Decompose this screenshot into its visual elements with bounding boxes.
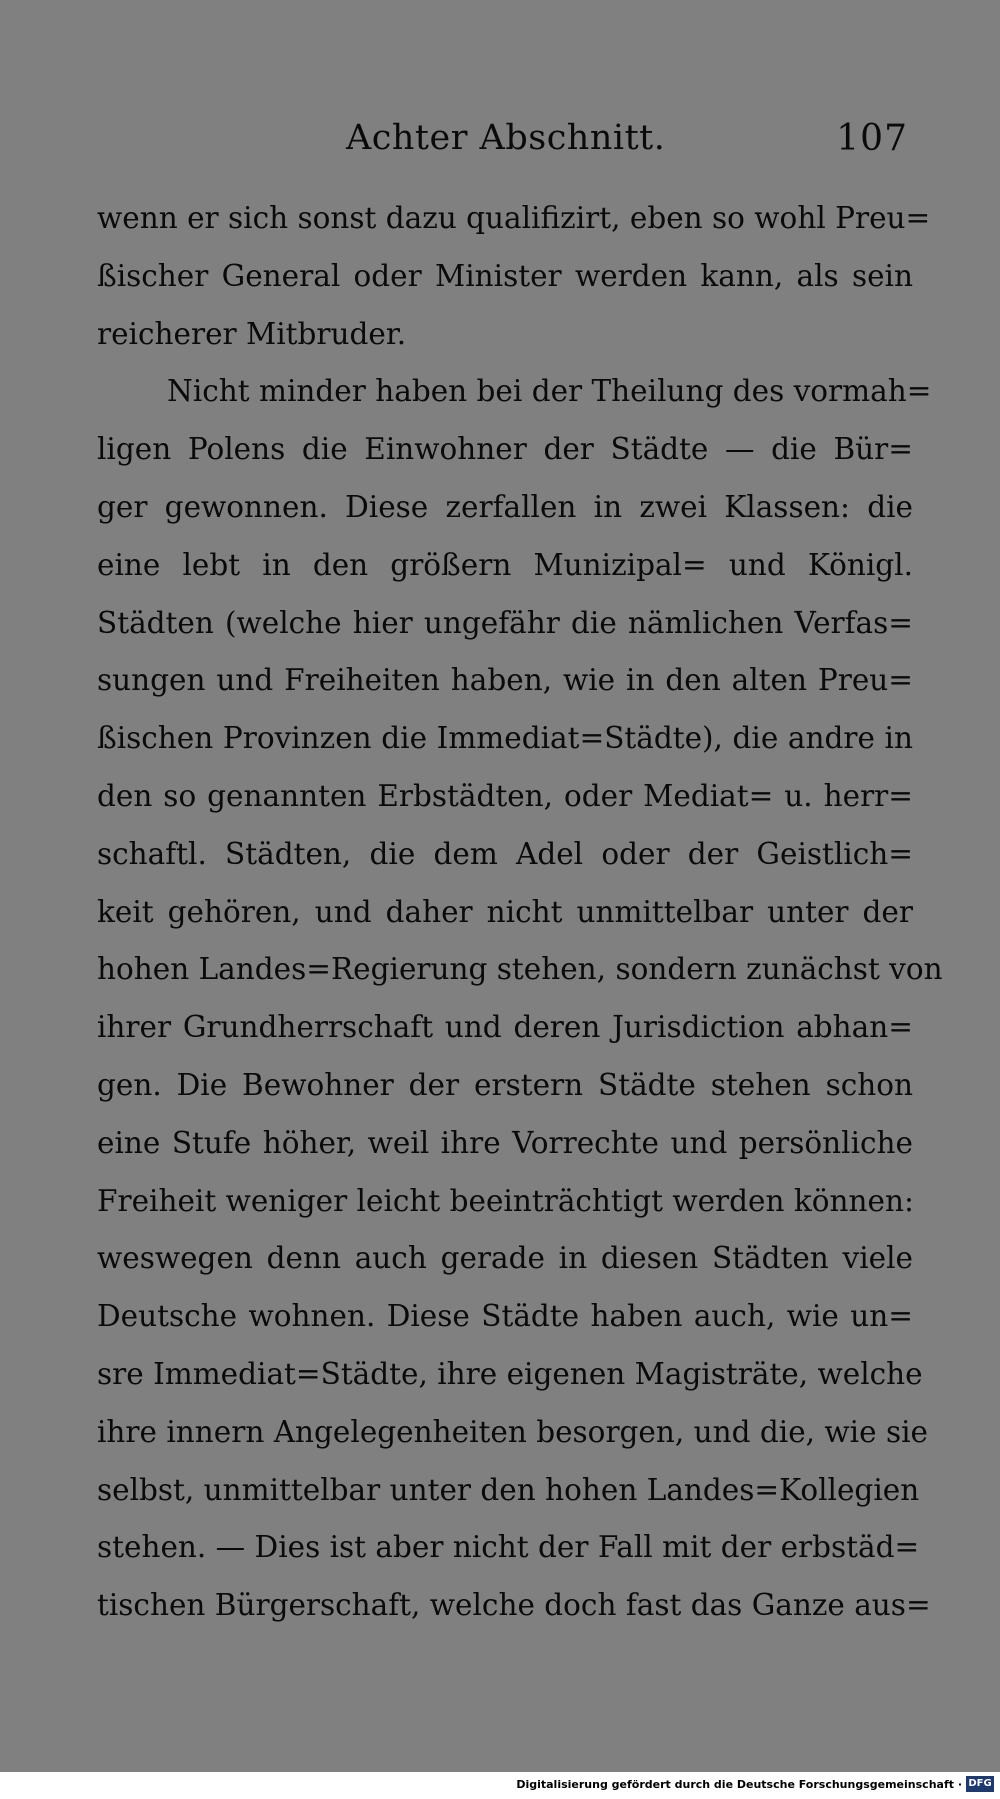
text-line: wenn er sich sonst dazu qualifizirt, eben so wohl Preu= bbox=[97, 201, 931, 235]
chapter-title: Achter Abschnitt. bbox=[346, 118, 666, 158]
text-line: ßischen Provinzen die Immediat=Städte), die andre in bbox=[97, 721, 913, 756]
text-line: weswegen denn auch gerade in diesen Städten viele bbox=[97, 1241, 913, 1276]
text-line: Freiheit weniger leicht beeinträchtigt werden können: bbox=[97, 1183, 914, 1218]
text-line: eine lebt in den größern Munizipal= und Königl. bbox=[97, 547, 913, 582]
text-line: schaftl. Städten, die dem Adel oder der Geistlich= bbox=[97, 836, 913, 871]
page-number: 107 bbox=[836, 118, 908, 159]
text-line: ihrer Grundherrschaft und deren Jurisdiction abhan= bbox=[97, 1010, 913, 1045]
text-line: Deutsche wohnen. Diese Städte haben auch, wie un= bbox=[97, 1299, 913, 1334]
text-line: keit gehören, und daher nicht unmittelbar unter der bbox=[97, 894, 913, 929]
text-line: ligen Polens die Einwohner der Städte — die Bür= bbox=[97, 432, 913, 467]
text-line: den so genannten Erbstädten, oder Mediat= u. herr= bbox=[97, 778, 913, 813]
text-line: selbst, unmittelbar unter den hohen Landes=Kollegien bbox=[97, 1472, 920, 1507]
text-line: Städten (welche hier ungefähr die nämlichen Verfas= bbox=[97, 605, 913, 640]
text-line: hohen Landes=Regierung stehen, sondern zunächst von bbox=[97, 952, 943, 987]
text-line: ger gewonnen. Diese zerfallen in zwei Klassen: die bbox=[97, 489, 913, 524]
text-line: Nicht minder haben bei der Theilung des vormah= bbox=[167, 374, 932, 409]
text-line: eine Stufe höher, weil ihre Vorrechte und persönliche bbox=[97, 1125, 913, 1160]
text-line: ihre innern Angelegenheiten besorgen, und die, wie sie bbox=[97, 1414, 928, 1449]
text-line: tischen Bürgerschaft, welche doch fast das Ganze aus= bbox=[97, 1588, 931, 1623]
running-header bbox=[96, 118, 916, 162]
dfg-logo: DFG bbox=[966, 1776, 994, 1792]
text-line: stehen. — Dies ist aber nicht der Fall mit der erbstäd= bbox=[97, 1530, 920, 1565]
body-text bbox=[97, 190, 943, 1635]
digitization-footer bbox=[0, 1772, 1000, 1799]
text-line: ßischer General oder Minister werden kann, als sein bbox=[97, 258, 913, 293]
text-line: gen. Die Bewohner der erstern Städte stehen schon bbox=[97, 1067, 913, 1102]
funding-credit: Digitalisierung gefördert durch die Deutsche Forschungsgemeinschaft · bbox=[516, 1778, 962, 1791]
text-line: sungen und Freiheiten haben, wie in den alten Preu= bbox=[97, 663, 913, 698]
text-line: sre Immediat=Städte, ihre eigenen Magisträte, welche bbox=[97, 1356, 923, 1391]
text-line: reicherer Mitbruder. bbox=[97, 316, 407, 351]
